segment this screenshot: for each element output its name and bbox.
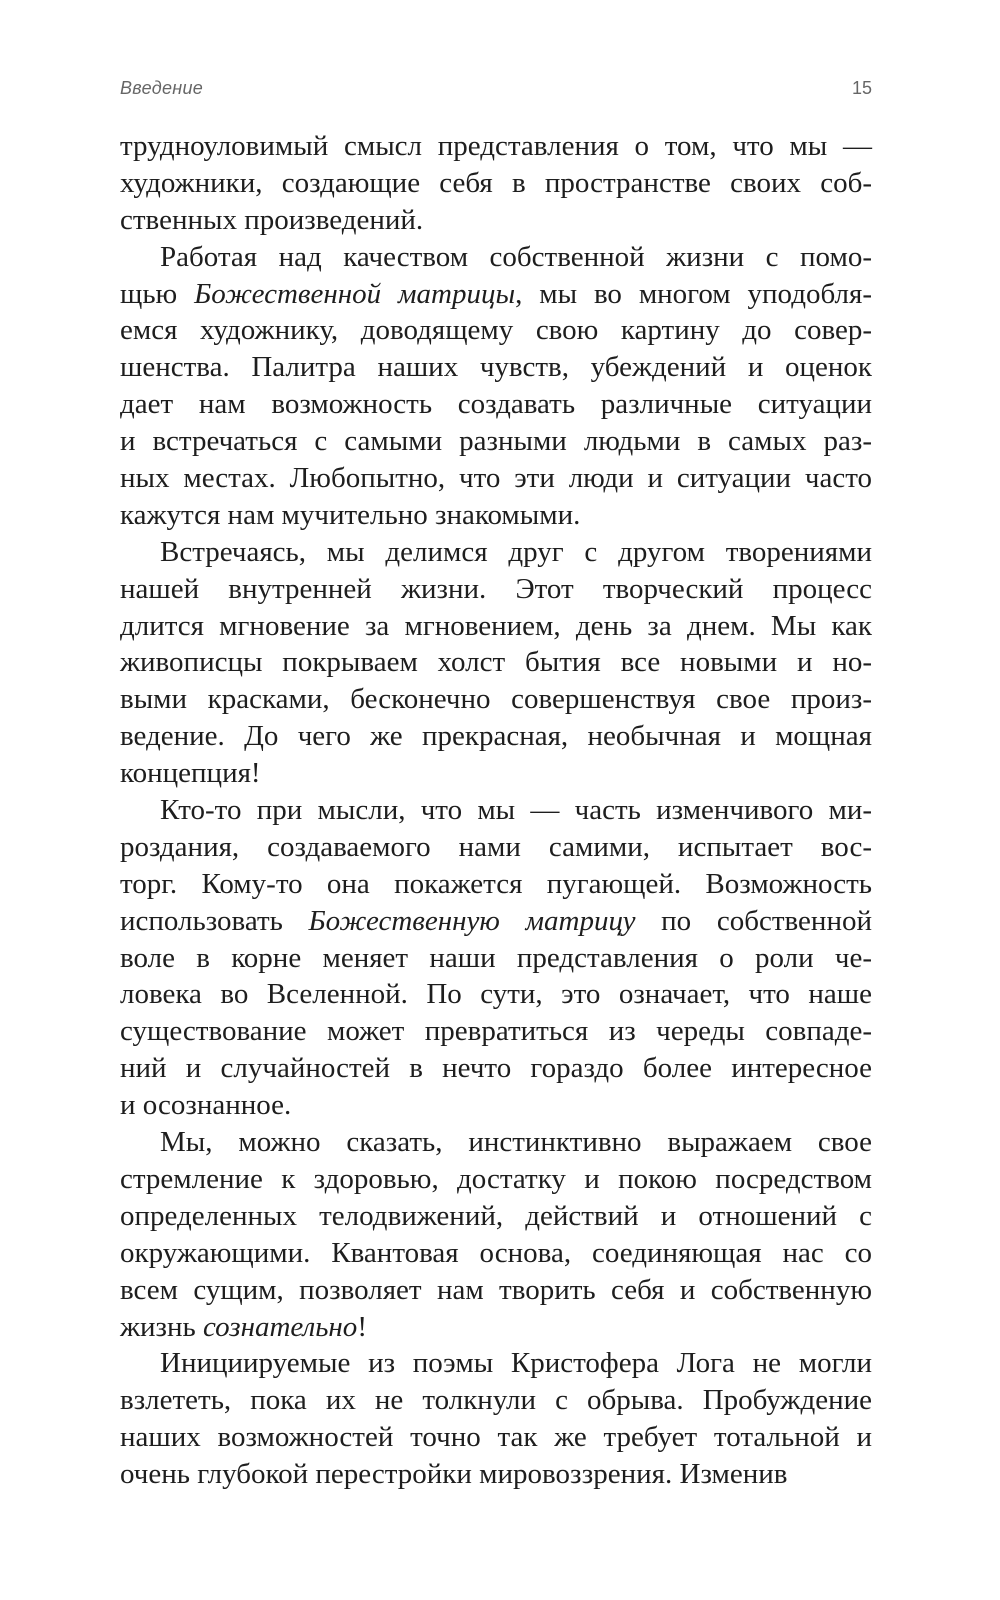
text-segment: Инициируемые из поэмы Кристофера Лога не могли	[160, 1347, 872, 1380]
text-line	[120, 1161, 872, 1198]
text-line	[120, 1382, 872, 1419]
text-segment: существование может превратиться из череды совпаде-	[120, 1015, 872, 1048]
text-line	[120, 644, 872, 681]
text-line	[120, 1309, 872, 1346]
text-line	[120, 1050, 872, 1087]
text-segment: нашей внутренней жизни. Этот творческий процесс	[120, 572, 872, 605]
text-line	[120, 1345, 872, 1382]
text-line	[120, 976, 872, 1013]
text-segment: кажутся нам мучительно знакомыми.	[120, 498, 581, 531]
emphasized-text: Божественную матрицу	[308, 904, 636, 937]
running-header	[120, 78, 872, 102]
text-segment: емся художнику, доводящему свою картину до совер-	[120, 314, 872, 347]
text-segment: наших возможностей точно так же требует тотальной и	[120, 1421, 872, 1454]
text-segment: жизнь	[120, 1310, 204, 1343]
text-line	[120, 1456, 872, 1493]
text-segment: Мы, можно сказать, инстинктивно выражаем свое	[160, 1126, 872, 1159]
text-line	[120, 571, 872, 608]
text-line	[120, 792, 872, 829]
text-line	[120, 202, 872, 239]
text-segment: ловека во Вселенной. По сути, это означает, что наше	[120, 978, 872, 1011]
text-segment: стремление к здоровью, достатку и покою посредством	[120, 1162, 872, 1195]
text-line	[120, 239, 872, 276]
text-segment: трудноуловимый смысл представления о том, что мы —	[120, 130, 872, 162]
text-segment: художники, создающие себя в пространстве своих соб-	[120, 166, 872, 199]
text-segment: по собственной	[635, 904, 872, 937]
text-line	[120, 1124, 872, 1161]
paragraph	[120, 792, 872, 1124]
text-segment: Кто-то при мысли, что мы — часть изменчивого ми-	[160, 794, 872, 827]
text-segment: всем сущим, позволяет нам творить себя и собственную	[120, 1273, 872, 1306]
text-segment: ных местах. Любопытно, что эти люди и ситуации часто	[120, 462, 872, 495]
text-line	[120, 165, 872, 202]
text-line	[120, 276, 872, 313]
text-segment: концепция!	[120, 757, 261, 790]
emphasized-text: Божественной матрицы	[194, 277, 516, 310]
text-line	[120, 1272, 872, 1309]
text-line	[120, 423, 872, 460]
text-segment: очень глубокой перестройки мировоззрения. Изменив	[120, 1458, 788, 1491]
text-line	[120, 1419, 872, 1456]
text-segment: ведение. До чего же прекрасная, необычная и мощная	[120, 720, 872, 753]
text-segment: Работая над качеством собственной жизни с помо-	[160, 240, 872, 273]
text-segment: живописцы покрываем холст бытия все новыми и но-	[120, 646, 872, 679]
text-segment: выми красками, бесконечно совершенствуя свое произ-	[120, 683, 872, 716]
emphasized-text: сознательно	[203, 1310, 358, 1343]
text-line	[120, 681, 872, 718]
text-segment: ственных произведений.	[120, 203, 424, 236]
page-number: 15	[851, 78, 872, 98]
text-line	[120, 128, 872, 165]
text-segment: торг. Кому-то она покажется пугающей. Возможность	[120, 867, 872, 900]
text-segment: окружающими. Квантовая основа, соединяющая нас со	[120, 1236, 872, 1269]
text-segment: Встречаясь, мы делимся друг с другом творениями	[160, 535, 872, 568]
text-segment: щью	[120, 277, 195, 310]
text-segment: ний и случайностей в нечто гораздо более интересное	[120, 1052, 872, 1085]
body-text	[120, 128, 872, 1493]
text-line	[120, 349, 872, 386]
text-line	[120, 903, 872, 940]
paragraph	[120, 1124, 872, 1345]
text-line	[120, 755, 872, 792]
text-line	[120, 1198, 872, 1235]
text-line	[120, 386, 872, 423]
text-segment: определенных телодвижений, действий и отношений с	[120, 1199, 872, 1232]
text-line	[120, 1013, 872, 1050]
paragraph	[120, 534, 872, 792]
text-line	[120, 866, 872, 903]
chapter-title: Введение	[120, 78, 204, 98]
text-line	[120, 829, 872, 866]
text-segment: воле в корне меняет наши представления о роли че-	[120, 941, 872, 974]
text-segment: и встречаться с самыми разными людьми в самых раз-	[120, 425, 872, 458]
text-line	[120, 1235, 872, 1272]
text-line	[120, 497, 872, 534]
text-segment: роздания, создаваемого нами самими, испытает вос-	[120, 830, 872, 863]
paragraph	[120, 1345, 872, 1493]
text-line	[120, 1087, 872, 1124]
text-segment: длится мгновение за мгновением, день за днем. Мы как	[120, 609, 872, 642]
text-segment: !	[357, 1310, 367, 1343]
text-segment: взлететь, пока их не толкнули с обрыва. Пробуждение	[120, 1384, 872, 1417]
paragraph	[120, 128, 872, 239]
text-line	[120, 460, 872, 497]
text-segment: использовать	[120, 904, 309, 937]
text-line	[120, 312, 872, 349]
text-line	[120, 940, 872, 977]
text-segment: , мы во многом уподобля-	[515, 277, 872, 310]
text-line	[120, 608, 872, 645]
text-segment: шенства. Палитра наших чувств, убеждений и оценок	[120, 351, 872, 384]
text-segment: дает нам возможность создавать различные ситуации	[120, 388, 872, 421]
paragraph	[120, 239, 872, 534]
text-line	[120, 718, 872, 755]
text-line	[120, 534, 872, 571]
text-segment: и осознанное.	[120, 1089, 292, 1122]
